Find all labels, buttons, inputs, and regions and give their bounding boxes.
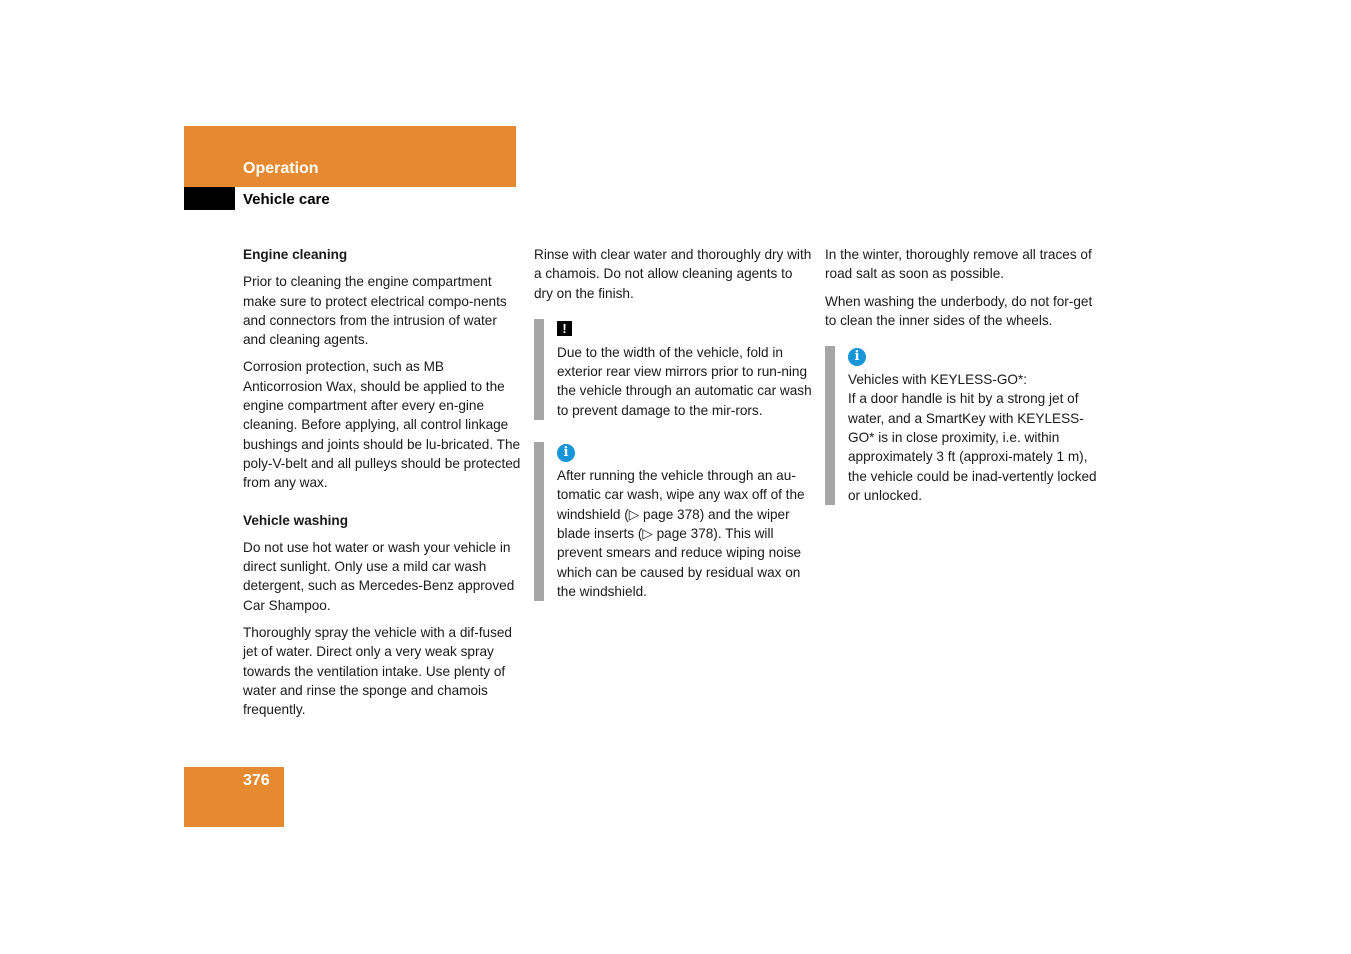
page-number: 376 <box>243 772 270 789</box>
engine-cleaning-paragraph-1: Prior to cleaning the engine compartment make sure to protect electrical compo-nents and connectors from the intrusion of water and cleaning agents. <box>243 274 507 348</box>
vehicle-washing-paragraph-1: Do not use hot water or wash your vehicle in direct sunlight. Only use a mild car wash detergent, such as Mercedes-Benz approved Car Shampoo. <box>243 539 515 613</box>
subsection-marker <box>184 187 235 210</box>
info-icon: i <box>557 444 575 462</box>
info-icon: i <box>848 348 866 366</box>
vehicle-washing-paragraph-2: Thoroughly spray the vehicle with a dif-fused jet of water. Direct only a very weak spray towards the ventilation intake. Use plenty of water and rinse the sponge and chamois frequently. <box>243 625 512 718</box>
info-keyless-text: If a door handle is hit by a strong jet of water, and a SmartKey with KEYLESS-GO* is in close proximity, i.e. within approximately 3 ft (approxi-mately 1 m), the vehicle could be inad-vertently locked or unlocked. <box>848 391 1097 503</box>
engine-cleaning-heading: Engine cleaning <box>243 247 348 262</box>
rinse-paragraph: Rinse with clear water and thoroughly dry with a chamois. Do not allow cleaning agents to dry on the finish. <box>534 247 812 301</box>
column-3 <box>825 245 1105 505</box>
section-title: Operation <box>243 160 319 177</box>
header-bar <box>184 126 516 187</box>
column-2 <box>534 245 812 601</box>
column-1 <box>243 245 521 728</box>
winter-paragraph: In the winter, thoroughly remove all traces of road salt as soon as possible. <box>825 247 1092 282</box>
subsection-title: Vehicle care <box>243 191 330 208</box>
warning-icon: ! <box>557 321 572 336</box>
warning-note <box>534 319 812 420</box>
info-note-keyless <box>825 346 1105 505</box>
info-text-wax: After running the vehicle through an au-tomatic car wash, wipe any wax off of the windshield (▷ page 378) and the wiper blade inserts (▷ page 378). This will prevent smears and reduce wiping noise which can be caused by residual wax on the windshield. <box>557 468 805 599</box>
info-keyless-line1: Vehicles with KEYLESS-GO*: <box>848 372 1028 388</box>
underbody-paragraph: When washing the underbody, do not for-get to clean the inner sides of the wheels. <box>825 293 1093 328</box>
vehicle-washing-heading: Vehicle washing <box>243 512 349 528</box>
warning-text: Due to the width of the vehicle, fold in exterior rear view mirrors prior to run-ning the vehicle through an automatic car wash to prevent damage to the mir-rors. <box>557 344 812 418</box>
engine-cleaning-paragraph-2: Corrosion protection, such as MB Anticorrosion Wax, should be applied to the engine compartment after every en-gine cleaning. Before applying, all control linkage bushings and joints should be lu-bricated. The poly-V-belt and all pulleys should be protected from any wax. <box>243 359 521 491</box>
info-note-wax <box>534 442 812 601</box>
